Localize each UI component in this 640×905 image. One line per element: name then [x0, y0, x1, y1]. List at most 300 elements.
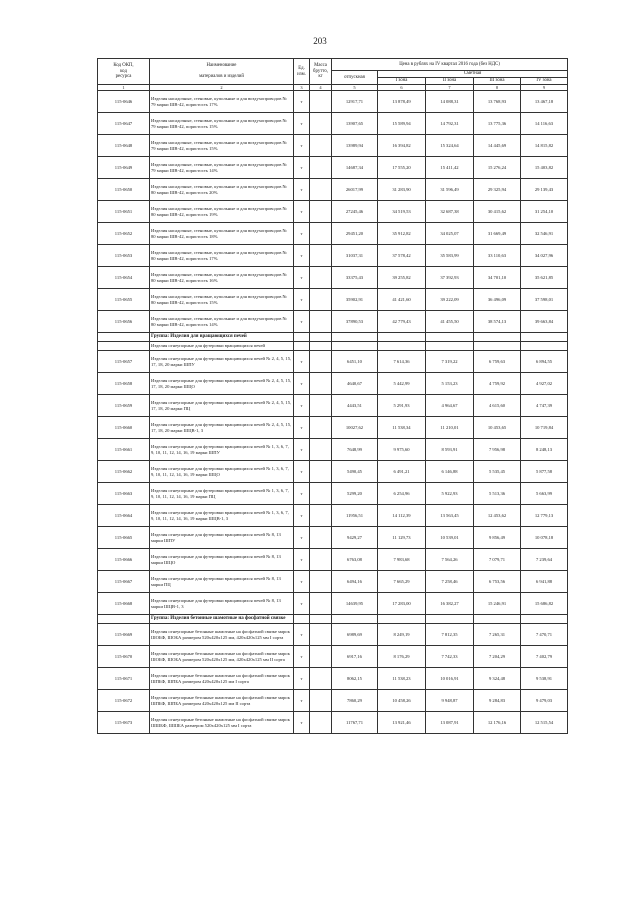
table-row — [98, 267, 568, 289]
price-zone-4: 4 747,39 — [521, 395, 568, 417]
item-mass — [310, 289, 332, 311]
item-mass — [310, 157, 332, 179]
header-unit — [294, 59, 310, 85]
price-zone-3: 7 079,71 — [474, 549, 521, 571]
item-unit: т — [294, 91, 310, 113]
subgroup-title: Изделия огнеупорные для футеровки вращающихся печей — [150, 342, 294, 351]
item-mass — [310, 571, 332, 593]
price-zone-3: 34 701,10 — [474, 267, 521, 289]
empty-cell — [294, 615, 310, 624]
price-zone-1: 39 255,82 — [378, 267, 426, 289]
item-name: Изделия огнеупорные для футеровки вращающихся печей № 8, 13 марки ПЦ — [150, 571, 294, 593]
price-zone-2: 7 564,26 — [426, 549, 474, 571]
item-name: Изделия огнеупорные бетонные шамотные на фосфатной связке марок ШОБФ, ШОБА размером 520x420x125 мм, 420x420x125 мм II сорта — [150, 646, 294, 668]
price-factory: 8062,15 — [332, 668, 378, 690]
price-zone-3: 29 325,94 — [474, 179, 521, 201]
item-name: Изделия огнеупорные бетонные шамотные на фосфатной связке марок ШПБФ, ШПБА размером 420x420x125 мм I сорта — [150, 668, 294, 690]
header-zone-3: III зона — [474, 78, 521, 85]
price-factory: 5299,20 — [332, 483, 378, 505]
table-row — [98, 179, 568, 201]
item-mass — [310, 267, 332, 289]
item-name: Изделия огнеупорные для футеровки вращающихся печей № 8, 13 марки ШЦО — [150, 549, 294, 571]
table-row — [98, 201, 568, 223]
table-body — [98, 91, 568, 734]
price-zone-4: 10 078,18 — [521, 527, 568, 549]
item-name: Изделия огнеупорные для футеровки вращающихся печей № 1, 3, 6, 7, 9, 10, 11, 12, 14, 16, 19 марки ШПУ — [150, 439, 294, 461]
price-factory: 6451,10 — [332, 351, 378, 373]
table-row — [98, 157, 568, 179]
price-zone-4: 35 621,85 — [521, 267, 568, 289]
item-code: 115-0665 — [98, 527, 150, 549]
price-zone-2: 7 319,22 — [426, 351, 474, 373]
price-zone-2: 9 948,87 — [426, 690, 474, 712]
item-mass — [310, 624, 332, 646]
price-zone-1: 8 176,29 — [378, 646, 426, 668]
price-zone-3: 33 110,63 — [474, 245, 521, 267]
price-zone-3: 13 768,93 — [474, 91, 521, 113]
item-unit: т — [294, 549, 310, 571]
price-zone-4: 5 663,99 — [521, 483, 568, 505]
item-mass — [310, 223, 332, 245]
item-unit: т — [294, 417, 310, 439]
header-zones-title: Сметная — [378, 71, 568, 78]
price-factory: 7648,99 — [332, 439, 378, 461]
price-zone-4: 6 894,55 — [521, 351, 568, 373]
empty-cell — [332, 615, 378, 624]
price-zone-2: 14 792,31 — [426, 113, 474, 135]
header-name — [150, 59, 294, 85]
item-code: 115-0656 — [98, 311, 150, 333]
empty-cell — [378, 615, 426, 624]
header-mass — [310, 59, 332, 85]
empty-cell — [332, 342, 378, 351]
price-zone-2: 5 153,23 — [426, 373, 474, 395]
price-zone-1: 5 291,93 — [378, 395, 426, 417]
col-index: 2 — [150, 85, 294, 91]
price-factory: 12917,71 — [332, 91, 378, 113]
table-row — [98, 527, 568, 549]
price-zone-2: 7 742,33 — [426, 646, 474, 668]
price-zone-3: 9 324,48 — [474, 668, 521, 690]
table-row — [98, 373, 568, 395]
price-factory: 10027,62 — [332, 417, 378, 439]
item-mass — [310, 483, 332, 505]
item-unit: т — [294, 351, 310, 373]
item-code: 115-0671 — [98, 668, 150, 690]
price-zone-4: 4 927,02 — [521, 373, 568, 395]
price-zone-4: 9 538,91 — [521, 668, 568, 690]
item-unit: т — [294, 157, 310, 179]
item-unit: т — [294, 593, 310, 615]
item-code: 115-0667 — [98, 571, 150, 593]
price-factory: 6917,16 — [332, 646, 378, 668]
price-zone-1: 13 878,49 — [378, 91, 426, 113]
page-number: 203 — [313, 36, 327, 46]
item-unit: т — [294, 201, 310, 223]
header-code — [98, 59, 150, 85]
group-row — [98, 333, 568, 342]
item-code: 115-0662 — [98, 461, 150, 483]
item-mass — [310, 311, 332, 333]
item-code: 115-0648 — [98, 135, 150, 157]
item-mass — [310, 593, 332, 615]
price-zone-1: 7 983,68 — [378, 549, 426, 571]
table-row — [98, 311, 568, 333]
price-factory: 9429,27 — [332, 527, 378, 549]
price-zone-3: 5 513,36 — [474, 483, 521, 505]
header-name-line1: Наименование — [206, 63, 237, 69]
item-unit: т — [294, 527, 310, 549]
item-name: Изделия насадочные, стеновые, купольные и для воздухопроводов № 79 марки ШВ-42, пористость 15% — [150, 113, 294, 135]
col-index: 3 — [294, 85, 310, 91]
item-mass — [310, 527, 332, 549]
item-mass — [310, 135, 332, 157]
header-mass-line1: Масса — [314, 63, 327, 69]
empty-cell — [310, 333, 332, 342]
col-index: 6 — [378, 85, 426, 91]
header-code-line1: Код ОКП, — [113, 63, 134, 69]
price-zone-4: 34 027,96 — [521, 245, 568, 267]
header-factory: отпускная — [332, 71, 378, 85]
price-zone-4: 29 139,43 — [521, 179, 568, 201]
item-code: 115-0659 — [98, 395, 150, 417]
item-code: 115-0654 — [98, 267, 150, 289]
item-code: 115-0664 — [98, 505, 150, 527]
item-name: Изделия огнеупорные для футеровки вращающихся печей № 1, 3, 6, 7, 9, 10, 11, 12, 14, 16, 19 марки ШЦВ-1, 3 — [150, 505, 294, 527]
item-unit: т — [294, 179, 310, 201]
item-code: 115-0650 — [98, 179, 150, 201]
price-zone-1: 7 614,36 — [378, 351, 426, 373]
item-code: 115-0651 — [98, 201, 150, 223]
item-name: Изделия насадочные, стеновые, купольные и для воздухопроводов № 80 марки ШВ-42, пористость 19% — [150, 201, 294, 223]
empty-cell — [310, 615, 332, 624]
price-zone-3: 10 453,65 — [474, 417, 521, 439]
item-name: Изделия насадочные, стеновые, купольные и для воздухопроводов № 80 марки ШВ-42, пористость 18% — [150, 223, 294, 245]
item-mass — [310, 690, 332, 712]
table-row — [98, 624, 568, 646]
price-zone-3: 4 759,92 — [474, 373, 521, 395]
col-index: 1 — [98, 85, 150, 91]
empty-cell — [521, 342, 568, 351]
price-table — [97, 58, 568, 734]
price-zone-3: 7 204,29 — [474, 646, 521, 668]
price-zone-3: 36 496,09 — [474, 289, 521, 311]
price-zone-4: 7 402,79 — [521, 646, 568, 668]
price-zone-3: 12 176,16 — [474, 712, 521, 734]
table-row — [98, 571, 568, 593]
price-zone-1: 14 112,39 — [378, 505, 426, 527]
item-unit: т — [294, 267, 310, 289]
price-zone-3: 9 856,49 — [474, 527, 521, 549]
price-zone-1: 9 975,60 — [378, 439, 426, 461]
table-row — [98, 461, 568, 483]
price-zone-3: 31 669,49 — [474, 223, 521, 245]
empty-cell — [521, 333, 568, 342]
empty-cell — [378, 342, 426, 351]
item-mass — [310, 712, 332, 734]
item-mass — [310, 439, 332, 461]
item-code: 115-0668 — [98, 593, 150, 615]
item-mass — [310, 668, 332, 690]
price-zone-1: 15 589,94 — [378, 113, 426, 135]
col-index: 8 — [474, 85, 521, 91]
price-factory: 6989,69 — [332, 624, 378, 646]
item-name: Изделия огнеупорные для футеровки вращающихся печей № 1, 3, 6, 7, 9, 10, 11, 12, 14, 16, 19 марки ПЦ — [150, 483, 294, 505]
price-zone-2: 16 382,27 — [426, 593, 474, 615]
empty-cell — [98, 333, 150, 342]
item-name: Изделия огнеупорные для футеровки вращающихся печей № 1, 3, 6, 7, 9, 10, 11, 12, 14, 16, 19 марки ШЦО — [150, 461, 294, 483]
price-zone-1: 10 458,26 — [378, 690, 426, 712]
item-unit: т — [294, 395, 310, 417]
item-mass — [310, 91, 332, 113]
table-row — [98, 351, 568, 373]
price-zone-4: 14 116,63 — [521, 113, 568, 135]
col-index: 9 — [521, 85, 568, 91]
item-name: Изделия огнеупорные для футеровки вращающихся печей № 8, 13 марки ШЦВ-1, 3 — [150, 593, 294, 615]
item-mass — [310, 646, 332, 668]
item-mass — [310, 245, 332, 267]
item-unit: т — [294, 690, 310, 712]
price-zone-3: 15 276,24 — [474, 157, 521, 179]
empty-cell — [474, 342, 521, 351]
item-unit: т — [294, 135, 310, 157]
item-code: 115-0669 — [98, 624, 150, 646]
item-unit: т — [294, 289, 310, 311]
price-zone-4: 15 686,82 — [521, 593, 568, 615]
item-name: Изделия насадочные, стеновые, купольные и для воздухопроводов № 80 марки ШВ-42, пористость 16% — [150, 267, 294, 289]
price-zone-2: 7 812,35 — [426, 624, 474, 646]
price-zone-4: 7 470,71 — [521, 624, 568, 646]
subgroup-row — [98, 342, 568, 351]
price-zone-1: 17 283,00 — [378, 593, 426, 615]
item-name: Изделия огнеупорные бетонные шамотные на фосфатной связке марок ШОБФ, ШОБА размером 520x420x125 мм, 420x420x125 мм I сорта — [150, 624, 294, 646]
header-unit-line2: изм. — [297, 71, 306, 77]
table-row — [98, 113, 568, 135]
item-unit: т — [294, 245, 310, 267]
price-zone-3: 6 753,56 — [474, 571, 521, 593]
price-factory: 35902,91 — [332, 289, 378, 311]
empty-cell — [98, 342, 150, 351]
header-zone-2: II зона — [426, 78, 474, 85]
item-name: Изделия огнеупорные для футеровки вращающихся печей № 2, 4, 5, 15, 17, 18, 20 марки ШПУ — [150, 351, 294, 373]
price-zone-1: 11 538,34 — [378, 417, 426, 439]
table-header — [98, 59, 568, 91]
price-factory: 6494,16 — [332, 571, 378, 593]
empty-cell — [426, 342, 474, 351]
empty-cell — [474, 333, 521, 342]
price-zone-1: 17 555,20 — [378, 157, 426, 179]
table-row — [98, 135, 568, 157]
group-row — [98, 615, 568, 624]
price-zone-4: 9 479,03 — [521, 690, 568, 712]
empty-cell — [294, 333, 310, 342]
price-zone-1: 42 779,43 — [378, 311, 426, 333]
item-code: 115-0649 — [98, 157, 150, 179]
price-zone-1: 13 921,46 — [378, 712, 426, 734]
empty-cell — [474, 615, 521, 624]
price-zone-1: 37 578,42 — [378, 245, 426, 267]
price-zone-2: 13 563,45 — [426, 505, 474, 527]
price-zone-4: 5 877,58 — [521, 461, 568, 483]
table-row — [98, 439, 568, 461]
empty-cell — [294, 342, 310, 351]
price-zone-4: 7 239,64 — [521, 549, 568, 571]
price-zone-2: 35 583,99 — [426, 245, 474, 267]
item-code: 115-0670 — [98, 646, 150, 668]
group-title: Группа: Изделия для вращающихся печей — [150, 333, 294, 342]
price-zone-2: 8 593,91 — [426, 439, 474, 461]
price-factory: 29451,20 — [332, 223, 378, 245]
price-zone-1: 7 665,29 — [378, 571, 426, 593]
header-unit-line1: Ед. — [298, 66, 305, 72]
table-row — [98, 593, 568, 615]
item-name: Изделия огнеупорные бетонные шамотные на фосфатной связке марок ШШБФ, ШШБА размером 520x420x125 мм I сорта — [150, 712, 294, 734]
empty-cell — [426, 333, 474, 342]
price-zone-3: 38 574,13 — [474, 311, 521, 333]
item-unit: т — [294, 373, 310, 395]
price-factory: 11956,51 — [332, 505, 378, 527]
item-mass — [310, 505, 332, 527]
price-factory: 6763,08 — [332, 549, 378, 571]
col-index: 5 — [332, 85, 378, 91]
price-zone-2: 11 210,01 — [426, 417, 474, 439]
price-zone-4: 8 248,13 — [521, 439, 568, 461]
item-code: 115-0647 — [98, 113, 150, 135]
price-zone-3: 6 759,63 — [474, 351, 521, 373]
price-zone-1: 6 491,21 — [378, 461, 426, 483]
price-factory: 13907,65 — [332, 113, 378, 135]
col-index: 7 — [426, 85, 474, 91]
price-factory: 37890,53 — [332, 311, 378, 333]
item-unit: т — [294, 668, 310, 690]
price-zone-1: 31 283,90 — [378, 179, 426, 201]
item-name: Изделия насадочные, стеновые, купольные и для воздухопроводов № 79 марки ШВ-42, пористость 17% — [150, 91, 294, 113]
price-zone-3: 13 775,36 — [474, 113, 521, 135]
item-name: Изделия огнеупорные для футеровки вращающихся печей № 2, 4, 5, 15, 17, 18, 20 марки ПЦ — [150, 395, 294, 417]
price-zone-1: 6 254,96 — [378, 483, 426, 505]
price-zone-2: 10 539,01 — [426, 527, 474, 549]
item-mass — [310, 351, 332, 373]
item-name: Изделия насадочные, стеновые, купольные и для воздухопроводов № 80 марки ШВ-42, пористость 14% — [150, 311, 294, 333]
price-zone-4: 15 403,82 — [521, 157, 568, 179]
item-code: 115-0658 — [98, 373, 150, 395]
item-mass — [310, 201, 332, 223]
item-name: Изделия насадочные, стеновые, купольные и для воздухопроводов № 79 марки ШВ-42, пористость 15% — [150, 135, 294, 157]
item-unit: т — [294, 483, 310, 505]
price-zone-4: 12 779,13 — [521, 505, 568, 527]
price-zone-3: 12 453,62 — [474, 505, 521, 527]
item-code: 115-0660 — [98, 417, 150, 439]
empty-cell — [310, 342, 332, 351]
table-row — [98, 417, 568, 439]
empty-cell — [98, 615, 150, 624]
price-zone-1: 11 129,73 — [378, 527, 426, 549]
price-zone-1: 16 394,82 — [378, 135, 426, 157]
price-factory: 11767,71 — [332, 712, 378, 734]
item-name: Изделия насадочные, стеновые, купольные и для воздухопроводов № 80 марки ШВ-42, пористость 20% — [150, 179, 294, 201]
empty-cell — [426, 615, 474, 624]
table-row — [98, 483, 568, 505]
item-code: 115-0673 — [98, 712, 150, 734]
price-zone-3: 9 284,83 — [474, 690, 521, 712]
empty-cell — [378, 333, 426, 342]
price-zone-2: 31 596,49 — [426, 179, 474, 201]
price-zone-2: 15 411,42 — [426, 157, 474, 179]
price-zone-2: 10 016,91 — [426, 668, 474, 690]
item-code: 115-0652 — [98, 223, 150, 245]
item-unit: т — [294, 624, 310, 646]
table-row — [98, 646, 568, 668]
header-mass-line2: брутто, — [313, 68, 328, 74]
price-zone-1: 35 912,82 — [378, 223, 426, 245]
item-name: Изделия огнеупорные для футеровки вращающихся печей № 8, 13 марки ШПУ — [150, 527, 294, 549]
price-zone-2: 7 258,46 — [426, 571, 474, 593]
table-row — [98, 91, 568, 113]
price-zone-2: 34 025,07 — [426, 223, 474, 245]
item-mass — [310, 113, 332, 135]
price-zone-4: 13 467,18 — [521, 91, 568, 113]
item-mass — [310, 417, 332, 439]
table-row — [98, 549, 568, 571]
price-zone-2: 37 392,93 — [426, 267, 474, 289]
price-factory: 33375,43 — [332, 267, 378, 289]
price-factory: 4640,67 — [332, 373, 378, 395]
price-zone-2: 5 922,93 — [426, 483, 474, 505]
item-mass — [310, 179, 332, 201]
header-zone-1: I зона — [378, 78, 426, 85]
price-factory: 26017,99 — [332, 179, 378, 201]
empty-cell — [521, 615, 568, 624]
table-row — [98, 668, 568, 690]
item-name: Изделия насадочные, стеновые, купольные и для воздухопроводов № 80 марки ШВ-42, пористость 15% — [150, 289, 294, 311]
price-zone-2: 41 455,50 — [426, 311, 474, 333]
price-zone-2: 15 324,64 — [426, 135, 474, 157]
item-code: 115-0653 — [98, 245, 150, 267]
item-name: Изделия огнеупорные для футеровки вращающихся печей № 2, 4, 5, 15, 17, 18, 20 марки ШЦО — [150, 373, 294, 395]
item-name: Изделия насадочные, стеновые, купольные и для воздухопроводов № 79 марки ШВ-42, пористость 14% — [150, 157, 294, 179]
price-zone-4: 32 546,91 — [521, 223, 568, 245]
item-name: Изделия насадочные, стеновые, купольные и для воздухопроводов № 80 марки ШВ-42, пористость 17% — [150, 245, 294, 267]
item-unit: т — [294, 223, 310, 245]
item-code: 115-0666 — [98, 549, 150, 571]
item-code: 115-0657 — [98, 351, 150, 373]
item-code: 115-0655 — [98, 289, 150, 311]
item-code: 115-0663 — [98, 483, 150, 505]
price-zone-3: 4 615,60 — [474, 395, 521, 417]
price-factory: 5490,45 — [332, 461, 378, 483]
item-unit: т — [294, 461, 310, 483]
price-zone-2: 39 222,09 — [426, 289, 474, 311]
item-unit: т — [294, 439, 310, 461]
header-zone-4: IV зона — [521, 78, 568, 85]
table-row — [98, 395, 568, 417]
price-zone-1: 34 519,53 — [378, 201, 426, 223]
price-factory: 4443,51 — [332, 395, 378, 417]
item-unit: т — [294, 505, 310, 527]
price-zone-1: 11 538,23 — [378, 668, 426, 690]
item-mass — [310, 373, 332, 395]
price-zone-2: 14 088,31 — [426, 91, 474, 113]
header-code-line2: код — [120, 68, 127, 74]
item-code: 115-0672 — [98, 690, 150, 712]
price-zone-3: 30 415,62 — [474, 201, 521, 223]
price-zone-3: 7 956,98 — [474, 439, 521, 461]
price-zone-4: 6 941,88 — [521, 571, 568, 593]
price-zone-3: 14 445,69 — [474, 135, 521, 157]
price-zone-1: 8 249,19 — [378, 624, 426, 646]
price-zone-1: 41 421,60 — [378, 289, 426, 311]
item-unit: т — [294, 646, 310, 668]
